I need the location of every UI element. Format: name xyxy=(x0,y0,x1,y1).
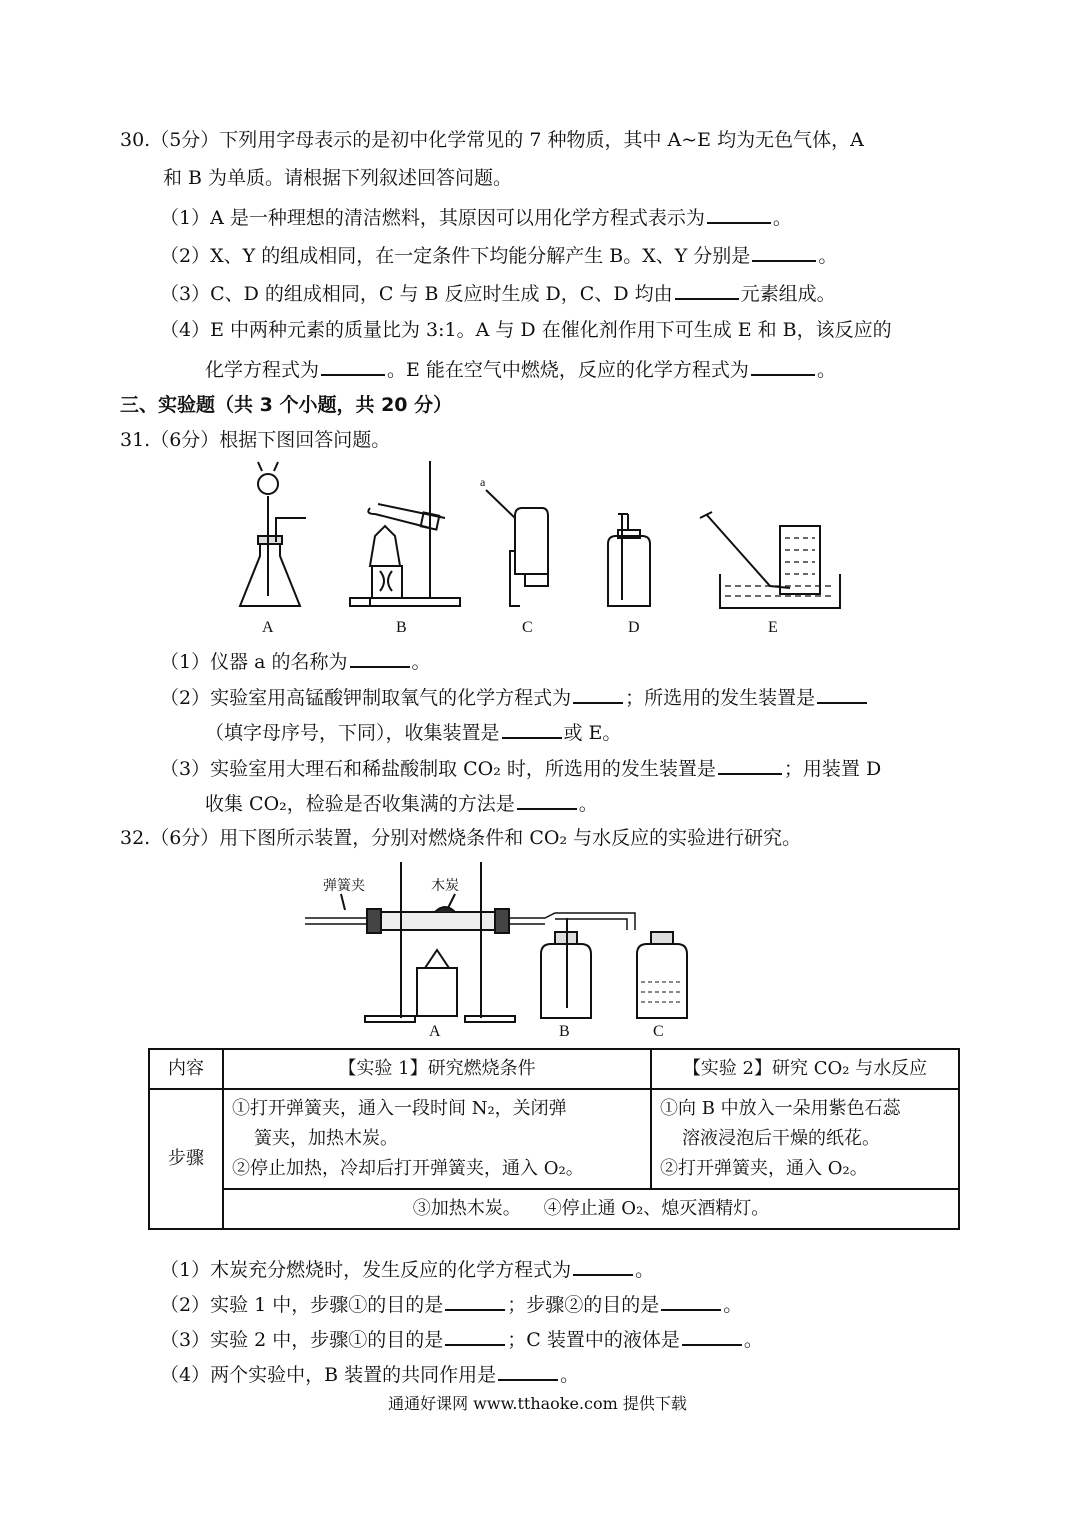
q30-part3 xyxy=(160,280,836,306)
fig32-label-c: C xyxy=(653,1023,664,1040)
q31-stem: 31.（6分）根据下图回答问题。 xyxy=(120,429,391,451)
q32-part4 xyxy=(160,1361,579,1387)
exp1-step1-line2: 簧夹，加热木炭。 xyxy=(254,1128,398,1149)
period: 。 xyxy=(772,207,792,229)
answer-blank[interactable] xyxy=(445,1291,505,1311)
fig31-label-c: C xyxy=(522,619,533,636)
answer-blank[interactable] xyxy=(682,1326,742,1346)
answer-blank[interactable] xyxy=(752,242,816,262)
q30-stem-line2: 和 B 为单质。请根据下列叙述回答问题。 xyxy=(163,167,513,189)
q32-part2 xyxy=(160,1291,742,1317)
answer-blank[interactable] xyxy=(498,1361,558,1381)
section-title: 三、实验题（共 3 个小题，共 20 分） xyxy=(120,394,453,416)
fig32-label-spring-clip: 弹簧夹 xyxy=(323,879,365,894)
q31-part3-line1 xyxy=(160,755,881,781)
answer-blank[interactable] xyxy=(675,280,739,300)
q31-part3-text3: 收集 CO₂，检验是否收集满的方法是 xyxy=(205,793,515,815)
answer-blank[interactable] xyxy=(445,1326,505,1346)
q32-part2-text2: ；步骤②的目的是 xyxy=(507,1294,660,1316)
q30-part4-line1: （4）E 中两种元素的质量比为 3:1。A 与 D 在催化剂作用下可生成 E 和 B，该反应的 xyxy=(160,319,892,341)
q30-part1-text: （1）A 是一种理想的清洁燃料，其原因可以用化学方程式表示为 xyxy=(160,207,705,229)
apparatus-e-trough xyxy=(700,512,840,608)
answer-blank[interactable] xyxy=(751,356,815,376)
period: 。 xyxy=(723,1294,743,1316)
q30-stem-line1: 30.（5分）下列用字母表示的是初中化学常见的 7 种物质，其中 A~E 均为无色气体，A xyxy=(120,129,864,151)
q30-part2 xyxy=(160,242,837,268)
q32-apparatus-figure xyxy=(305,858,705,1042)
q30-part4-line2 xyxy=(205,356,836,382)
table-header-content: 内容 xyxy=(149,1049,223,1089)
table-header-exp2: 【实验 2】研究 CO₂ 与水反应 xyxy=(651,1049,959,1089)
apparatus-c-funnel xyxy=(480,475,548,606)
fig32-label-b: B xyxy=(559,1023,570,1040)
table-cell-exp1-steps xyxy=(223,1089,651,1189)
fig32-label-a: A xyxy=(429,1023,441,1040)
answer-blank[interactable] xyxy=(350,648,410,668)
q32-stem: 32.（6分）用下图所示装置，分别对燃烧条件和 CO₂ 与水反应的实验进行研究。 xyxy=(120,827,802,849)
table-cell-shared-steps: ③加热木炭。 ④停止通 O₂、熄灭酒精灯。 xyxy=(223,1189,959,1229)
q30-part4-text: 化学方程式为 xyxy=(205,359,320,381)
period: 。 xyxy=(816,359,836,381)
fig31-label-b: B xyxy=(396,619,407,636)
q31-part2-text: （2）实验室用高锰酸钾制取氧气的化学方程式为 xyxy=(160,687,572,709)
answer-blank[interactable] xyxy=(321,356,385,376)
q31-part3-line2 xyxy=(205,790,598,816)
period: 。 xyxy=(635,1259,655,1281)
answer-blank[interactable] xyxy=(817,684,867,704)
table-header-exp1: 【实验 1】研究燃烧条件 xyxy=(223,1049,651,1089)
exp2-step2: ②打开弹簧夹，通入 O₂。 xyxy=(660,1158,868,1179)
q31-part2-text3: （填字母序号，下同），收集装置是 xyxy=(205,722,500,744)
answer-blank[interactable] xyxy=(718,755,782,775)
table-row-label-steps: 步骤 xyxy=(149,1089,223,1229)
q31-part2-line2 xyxy=(205,719,621,745)
q32-part3-text2: ；C 装置中的液体是 xyxy=(507,1329,680,1351)
apparatus-a-flask xyxy=(240,462,306,606)
q31-part2-text4: 或 E。 xyxy=(563,722,622,744)
footer-source: 通通好课网 www.tthaoke.com 提供下载 xyxy=(388,1394,687,1413)
period: 。 xyxy=(560,1364,580,1386)
q32-part3-text: （3）实验 2 中，步骤①的目的是 xyxy=(160,1329,444,1351)
apparatus-d-bottle xyxy=(608,514,650,606)
answer-blank[interactable] xyxy=(573,1256,633,1276)
q30-part3-tail: 元素组成。 xyxy=(740,283,836,305)
q30-part4-text2: 。E 能在空气中燃烧，反应的化学方程式为 xyxy=(387,359,749,381)
fig32-label-charcoal: 木炭 xyxy=(431,879,459,894)
q30-part3-text: （3）C、D 的组成相同，C 与 B 反应时生成 D，C、D 均由 xyxy=(160,283,673,305)
exp2-step1-line2: 溶液浸泡后干燥的纸花。 xyxy=(682,1128,880,1149)
answer-blank[interactable] xyxy=(517,790,577,810)
answer-blank[interactable] xyxy=(573,684,623,704)
exp1-step1-line1: ①打开弹簧夹，通入一段时间 N₂，关闭弹 xyxy=(232,1098,567,1119)
experiment-table xyxy=(148,1048,960,1230)
q32-part1 xyxy=(160,1256,654,1282)
q30-part2-text: （2）X、Y 的组成相同，在一定条件下均能分解产生 B。X、Y 分别是 xyxy=(160,245,751,267)
q31-apparatus-figure xyxy=(230,456,850,642)
q31-part2-line1 xyxy=(160,684,869,710)
fig31-label-d: D xyxy=(628,619,640,636)
apparatus-b-heating xyxy=(350,461,460,606)
q31-part2-text2: ；所选用的发生装置是 xyxy=(625,687,816,709)
exp2-step1-line1: ①向 B 中放入一朵用紫色石蕊 xyxy=(660,1098,901,1119)
q30-part1 xyxy=(160,204,792,230)
q31-part1-text: （1）仪器 a 的名称为 xyxy=(160,651,348,673)
period: 。 xyxy=(743,1329,763,1351)
exp1-step2: ②停止加热，冷却后打开弹簧夹，通入 O₂。 xyxy=(232,1158,584,1179)
q32-part3 xyxy=(160,1326,763,1352)
period: 。 xyxy=(411,651,431,673)
q32-part4-text: （4）两个实验中，B 装置的共同作用是 xyxy=(160,1364,497,1386)
fig31-label-e: E xyxy=(768,619,778,636)
table-cell-exp2-steps xyxy=(651,1089,959,1189)
q31-part3-text2: ；用装置 D xyxy=(783,758,882,780)
q31-part1 xyxy=(160,648,431,674)
period: 。 xyxy=(578,793,598,815)
period: 。 xyxy=(818,245,838,267)
fig31-label-a: A xyxy=(262,619,274,636)
q32-part2-text: （2）实验 1 中，步骤①的目的是 xyxy=(160,1294,444,1316)
q31-part3-text: （3）实验室用大理石和稀盐酸制取 CO₂ 时，所选用的发生装置是 xyxy=(160,758,716,780)
q32-part1-text: （1）木炭充分燃烧时，发生反应的化学方程式为 xyxy=(160,1259,572,1281)
label-instrument-a: a xyxy=(480,475,486,489)
answer-blank[interactable] xyxy=(707,204,771,224)
answer-blank[interactable] xyxy=(502,719,562,739)
answer-blank[interactable] xyxy=(661,1291,721,1311)
